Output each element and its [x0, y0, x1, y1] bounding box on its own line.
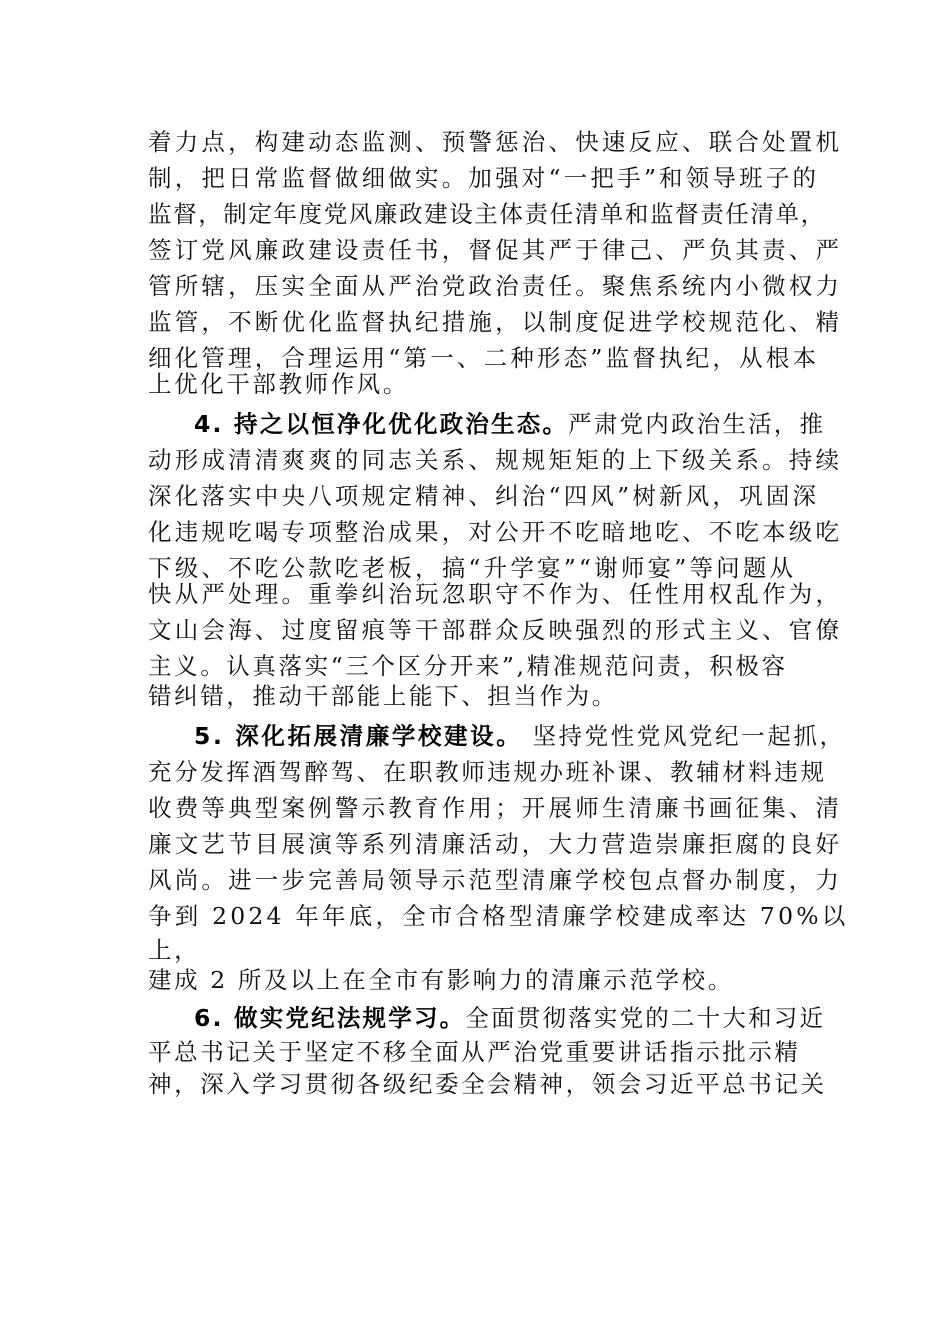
section-6-heading: 6. 做实党纪法规学习。	[194, 1004, 466, 1032]
text-line: 充分发挥酒驾醉驾、在职教师违规办班补课、教辅材料违规	[148, 758, 827, 786]
text-line: 文山会海、过度留痕等干部群众反映强烈的形式主义、官僚	[148, 616, 843, 644]
section-4-first-line-text: 严肃党内政治生活，推	[568, 410, 826, 438]
text-line: 签订党风廉政建设责任书，督促其严于律己、严负其责、严	[148, 236, 843, 264]
section-4-first-line	[194, 406, 825, 442]
text-line: 制，把日常监督做细做实。加强对“一把手”和领导班子的	[148, 164, 820, 192]
text-line: 神，深入学习贯彻各级纪委全会精神，领会习近平总书记关	[148, 1070, 827, 1098]
text-line: 管所辖，压实全面从严治党政治责任。聚焦系统内小微权力	[148, 272, 843, 300]
text-line: 深化落实中央八项规定精神、纠治“四风”树新风，巩固深	[148, 482, 820, 510]
text-line: 下级、不吃公款吃老板，搞“升学宴”“谢师宴”等问题从	[148, 554, 797, 582]
section-5-first-line-text: 坚持党性党风党纪一起抓，	[522, 722, 846, 750]
text-line: 错纠错，推动干部能上能下、担当作为。	[148, 682, 618, 710]
text-line: 建成 2 所及以上在全市有影响力的清廉示范学校。	[148, 966, 734, 994]
text-line: 动形成清清爽爽的同志关系、规规矩矩的上下级关系。持续	[148, 446, 843, 474]
section-6-first-line-text: 全面贯彻落实党的二十大和习近	[465, 1004, 826, 1032]
text-line: 监督，制定年度党风廉政建设主体责任清单和监督责任清单，	[148, 200, 826, 228]
text-line: 监管，不断优化监督执纪措施，以制度促进学校规范化、精	[148, 308, 843, 336]
section-4-heading: 4. 持之以恒净化优化政治生态。	[194, 410, 569, 438]
text-line: 快从严处理。重拳纠治玩忽职守不作为、任性用权乱作为，	[148, 580, 843, 608]
text-line: 平总书记关于坚定不移全面从严治党重要讲话指示批示精	[148, 1038, 801, 1066]
text-line: 主义。认真落实“三个区分开来”,精准规范问责，积极容	[148, 652, 788, 680]
text-line: 收费等典型案例警示教育作用；开展师生清廉书画征集、清	[148, 794, 843, 822]
text-line: 上优化干部教师作风。	[148, 370, 409, 398]
text-line: 细化管理，合理运用“第一、二种形态”监督执纪，从根本	[148, 344, 820, 372]
text-line: 争到 2024 年年底，全市合格型清廉学校建成率达 70%以	[148, 902, 849, 930]
text-line: 廉文艺节目展演等系列清廉活动，大力营造崇廉拒腐的良好	[148, 830, 843, 858]
section-5-first-line	[194, 718, 846, 754]
text-line: 着力点，构建动态监测、预警惩治、快速反应、联合处置机	[148, 128, 843, 156]
section-5-heading: 5. 深化拓展清廉学校建设。	[194, 722, 523, 750]
text-line: 化违规吃喝专项整治成果，对公开不吃暗地吃、不吃本级吃	[148, 518, 843, 546]
text-line: 风尚。进一步完善局领导示范型清廉学校包点督办制度，力	[148, 866, 843, 894]
section-6-first-line	[194, 1000, 825, 1036]
text-line: 上，	[148, 936, 201, 964]
